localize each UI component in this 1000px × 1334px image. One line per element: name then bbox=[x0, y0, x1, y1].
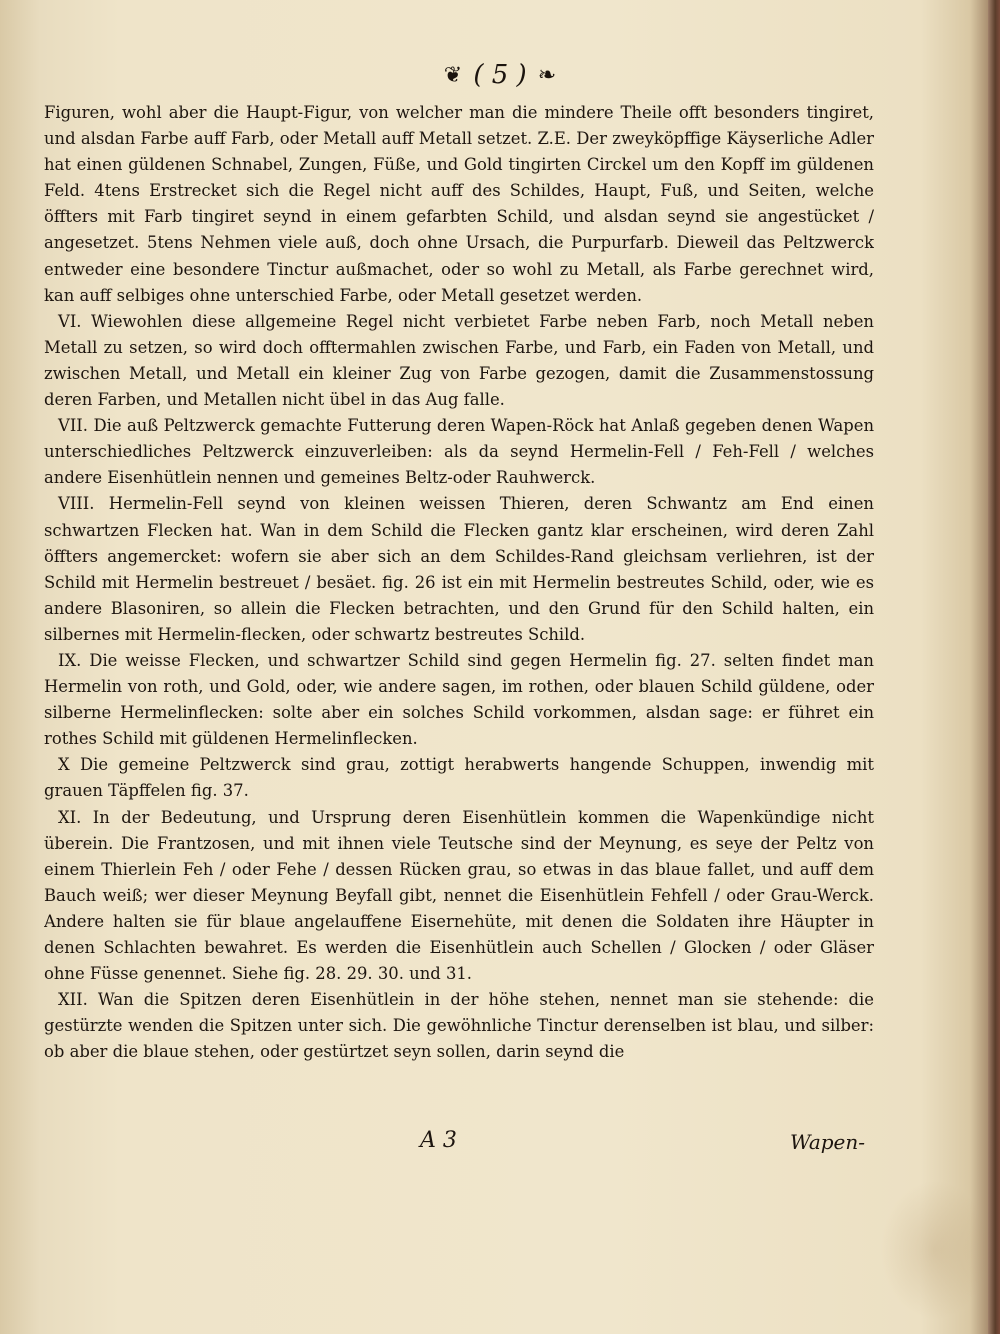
page-header bbox=[0, 60, 1000, 94]
catchword: Wapen- bbox=[790, 1130, 866, 1154]
left-ornament-icon: ❦ bbox=[443, 62, 463, 88]
paragraph-vii: VII. Die auß Peltzwerck gemachte Futterung deren Wapen-Röck hat Anlaß gegeben denen Wapen unterschiedliches Peltzwerck einzuverleiben: als da seynd Hermelin-Fell / Feh-Fell / welches andere Eisenhütlein nennen und gemeines Beltz-oder Rauhwerck. bbox=[44, 416, 874, 488]
paragraph-xii: XII. Wan die Spitzen deren Eisenhütlein in der höhe stehen, nennet man sie stehende: die gestürzte wenden die Spitzen unter sich. Die gewöhnliche Tinctur derenselben ist blau, und silber: ob aber die blaue stehen, oder gestürtzet seyn sollen, darin seynd die bbox=[44, 990, 874, 1062]
paragraph-ix: IX. Die weisse Flecken, und schwartzer Schild sind gegen Hermelin fig. 27. selten findet man Hermelin von roth, und Gold, oder, wie andere sagen, im rothen, oder blauen Schild güldene, oder silberne Hermelinflecken: solte aber ein solches Schild vorkommen, alsdan sage: er führet ein rothes Schild mit güldenen Hermelinflecken. bbox=[44, 650, 874, 749]
paragraph-xi: XI. In der Bedeutung, und Ursprung deren Eisenhütlein kommen die Wapenkündige nicht überein. Die Frantzosen, und mit ihnen viele Teutsche sind der Meynung, es seye der Peltz von einem Thierlein Feh / oder Fehe / dessen Rücken grau, so etwas in das blaue fallet, und auff dem Bauch weiß; wer dieser Meynung Beyfall gibt, nennet die Eisenhütlein Fehfell / oder Grau-Werck. Andere halten sie für blaue angelauffene Eisernehüte, mit denen die Soldaten ihre Häupter in denen Schlachten bewahret. Es werden die Eisenhütlein auch Schellen / Glocken / oder Gläser ohne Füsse genennet. Siehe fig. 28. 29. 30. und 31. bbox=[44, 807, 874, 984]
page-footer bbox=[0, 1128, 1000, 1168]
body-text bbox=[44, 100, 874, 1130]
paragraph-viii: VIII. Hermelin-Fell seynd von kleinen weissen Thieren, deren Schwantz am End einen schwartzen Flecken hat. Wan in dem Schild die Flecken gantz klar erscheinen, wird deren Zahl öffters angemercket: wofern sie aber sich an dem Schildes-Rand gleichsam verliehren, ist der Schild mit Hermelin bestreuet / besäet. fig. 26 ist ein mit Hermelin bestreutes Schild, oder, wie es andere Blasoniren, so allein die Flecken betrachten, und den Grund für den Schild halten, ein silbernes mit Hermelin-flecken, oder schwartz bestreutes Schild. bbox=[44, 494, 874, 644]
paragraph-vi: VI. Wiewohlen diese allgemeine Regel nicht verbietet Farbe neben Farb, noch Metall neben Metall zu setzen, so wird doch offtermahlen zwischen Farbe, und Farb, ein Faden von Metall, und zwischen Metall, und Metall ein kleiner Zug von Farbe gezogen, damit die Zusammenstossung deren Farben, und Metallen nicht übel in das Aug falle. bbox=[44, 311, 874, 410]
paragraph-x: X Die gemeine Peltzwerck sind grau, zottigt herabwerts hangende Schuppen, inwendig mit grauen Täpffelen fig. 37. bbox=[44, 755, 874, 801]
signature-mark: A 3 bbox=[420, 1128, 457, 1153]
paper-stain bbox=[880, 1180, 990, 1320]
right-ornament-icon: ❧ bbox=[537, 62, 557, 88]
paragraph-continuation: Figuren, wohl aber die Haupt-Figur, von welcher man die mindere Theile offt besonders tingiret, und alsdan Farbe auff Farb, oder Metall auff Metall setzet. Z.E. Der zweyköpffige Käyserliche Adler hat einen güldenen Schnabel, Zungen, Füße, und Gold tingirten Circkel um den Kopff im güldenen Feld. 4tens Erstrecket sich die Regel nicht auff des Schildes, Haupt, Fuß, und Seiten, welche öffters mit Farb tingiret seynd in einem gefarbten Schild, und alsdan seynd sie angestücket / angesetzet. 5tens Nehmen viele auß, doch ohne Ursach, die Purpurfarb. Dieweil das Peltzwerck entweder eine besondere Tinctur außmachet, oder so wohl zu Metall, als Farbe gerechnet wird, kan auff selbiges ohne unterschied Farbe, oder Metall gesetzet werden. bbox=[44, 103, 874, 305]
facing-page-bleed bbox=[0, 90, 14, 1250]
page-number: ( 5 ) bbox=[473, 60, 527, 90]
